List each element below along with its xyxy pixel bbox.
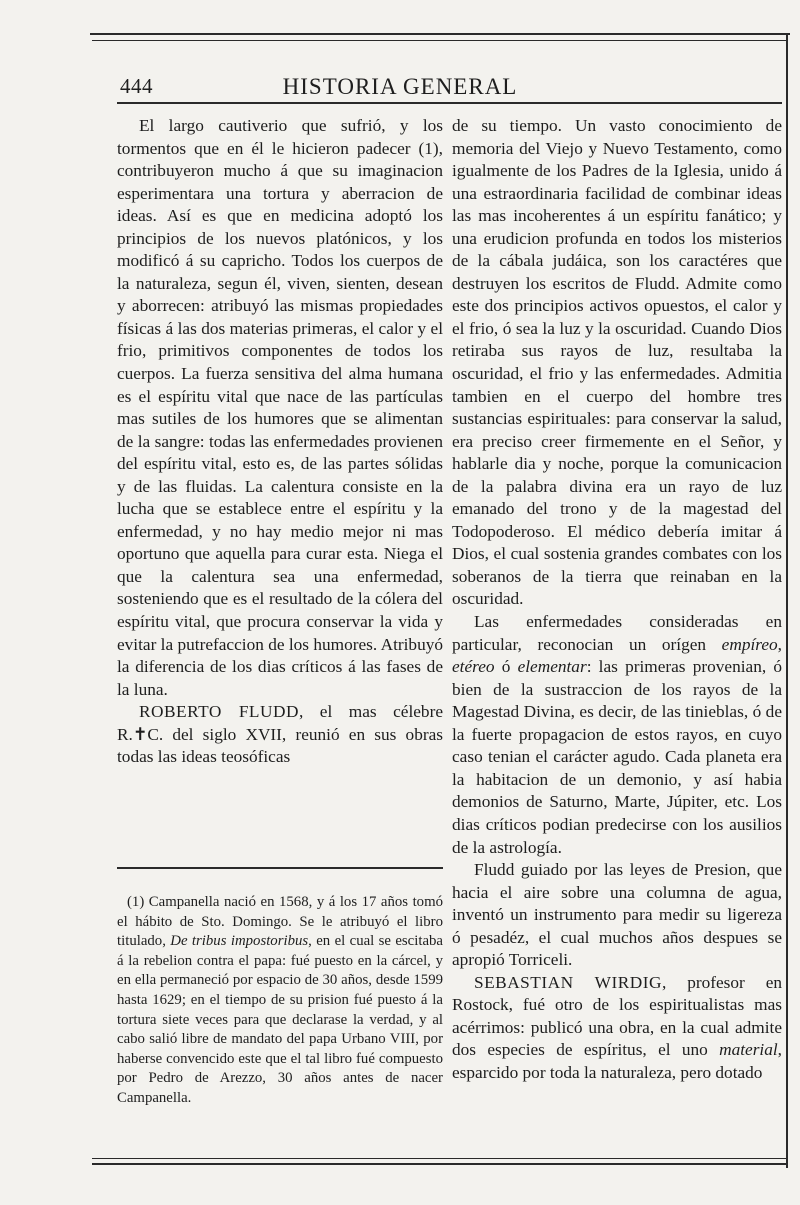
right-paragraph-3: Fludd guiado por las leyes de Presion, que hacia el aire sobre una columna de agua, inventó un instrumento para medir su ligereza ó pesadéz, el cual muchos años despues se apropió Torriceli. xyxy=(452,860,782,970)
right-paragraph-4-a: , profesor en Rostock, fué otro de los espiritualistas mas acérrimos: publicó una obra, en la cual admite dos especies de espíritus, el uno xyxy=(452,972,782,1060)
right-paragraph-2-d: : las primeras provenian, ó bien de la sustraccion de los rayos de la Magestad Divina, es decir, de las tinieblas, ó de la fuerte propagacion de estos rayos, en cuyo caso tenian el carácter agudo. Cada planeta era la habitacion de un demonio, y así habia demonios de Saturno, Marte, Júpiter, etc. Los dias críticos podian predecirse con los ausilios de la astrología. xyxy=(452,657,782,857)
footnote xyxy=(117,893,443,1109)
term-etereo: etéreo xyxy=(452,657,495,677)
left-paragraph-1: El largo cautiverio que sufrió, y los tormentos que en él le hicieron padecer (1), contribuyeron mucho á que su imaginacion esperimentara una tortura y aberracion de ideas. Así es que en medicina adoptó los principios de los nuevos platónicos, y los modificó á su capricho. Todos los cuerpos de la naturaleza, segun él, viven, sienten, desean y aborrecen: atribuyó las mismas propiedades físicas á las dos materias primeras, el calor y el frio, primitivos componentes de todos los cuerpos. La fuerza sensitiva del alma humana es el espíritu vital que nace de las partículas mas sutiles de los humores que se alimentan de la sangre: todas las enfermedades provienen del espíritu vital, esto es, de las partes sólidas y de las fluidas. La calentura consiste en la lucha que se establece entre el espíritu y la enfermedad, y no hay medio mejor ni mas oportuno que aquella para curar esta. Niega el que la calentura sea una enfermedad, sosteniendo que es el resultado de la cólera del espíritu vital, que procura conservar la vida y evitar la putrefaccion de los humores. Atribuyó la diferencia de los dias críticos á las fases de la luna. xyxy=(117,116,443,699)
footnote-part-1: (1) Campanella nació en 1568, y á los 17 años tomó el hábito de Sto. Domingo. Se le atribuyó el libro titulado, xyxy=(117,894,443,950)
right-border-rule xyxy=(786,33,788,1168)
left-paragraph-2-text: , el mas célebre R.✝C. del siglo XVII, reunió en sus obras todas las ideas teosóficas xyxy=(117,702,444,767)
right-column xyxy=(452,115,782,1085)
right-paragraph-2-a: Las enfermedades consideradas en particular, reconocian un orígen xyxy=(452,612,782,654)
right-paragraph-2-c: ó xyxy=(494,657,518,677)
top-border-rule-thin xyxy=(92,40,786,41)
top-border-rule xyxy=(90,33,790,35)
bottom-border-rule-thick xyxy=(92,1163,788,1165)
term-empireo: empíreo xyxy=(721,634,778,654)
footnote-book-title: De tribus impostoribus xyxy=(170,933,309,950)
right-paragraph-2-b: , xyxy=(777,634,782,654)
left-paragraph-2 xyxy=(117,701,443,769)
bottom-border-rule xyxy=(92,1158,786,1159)
term-elementar: elementar xyxy=(517,657,587,677)
right-paragraph-4 xyxy=(452,972,782,1085)
right-paragraph-4-b: , esparcido por toda la naturaleza, pero dotado xyxy=(452,1040,782,1082)
right-paragraph-2 xyxy=(452,611,782,859)
name-sebastian-wirdig: SEBASTIAN WIRDIG xyxy=(474,972,662,992)
footnote-separator xyxy=(117,867,443,869)
right-paragraph-1: de su tiempo. Un vasto conocimiento de memoria del Viejo y Nuevo Testamento, como igualmente de los Padres de la Iglesia, unido á una estraordinaria facilidad de combinar ideas las mas incoherentes á un espíritu fanático; y una erudicion profunda en todos los misterios de la cábala judáica, son los caractéres que destruyen los escritos de Fludd. Admite como este dos principios activos opuestos, el calor y el frio, ó sea la luz y la oscuridad. Cuando Dios retiraba sus rayos de luz, resultaba la oscuridad, el frio y las enfermedades. Admitia tambien en el cuerpo del hombre tres sustancias espirituales: para conservar la salud, era preciso creer firmemente en el Señor, y hablarle dia y noche, porque la comunicacion de la palabra divina era un rayo de luz emanado del trono y de la magestad del Todopoderoso. El médico debería imitar á Dios, el cual sostenia grandes combates con los soberanos de la tierra que reinaban en la oscuridad. xyxy=(452,116,782,609)
name-roberto-fludd: ROBERTO FLUDD xyxy=(139,702,299,722)
left-column xyxy=(117,115,443,769)
running-title: HISTORIA GENERAL xyxy=(282,74,518,99)
header-rule xyxy=(117,102,782,104)
footnote-part-2: , en el cual se escitaba á la rebelion contra el papa: fué puesto en la cárcel, y en ella permaneció por espacio de 30 años, desde 1599 hasta 1629; en el tiempo de su prision fué puesto á la tortura siete veces para que declarase la verdad, y al cabo salió libre de mandato del papa Urbano VIII, por haberse convencido este que el tal libro fué compuesto por Pedro de Arezzo, 30 años antes de nacer Campanella. xyxy=(117,933,443,1106)
term-material: material xyxy=(719,1040,778,1060)
page-number: 444 xyxy=(120,74,153,98)
footnote-text xyxy=(117,893,443,1109)
